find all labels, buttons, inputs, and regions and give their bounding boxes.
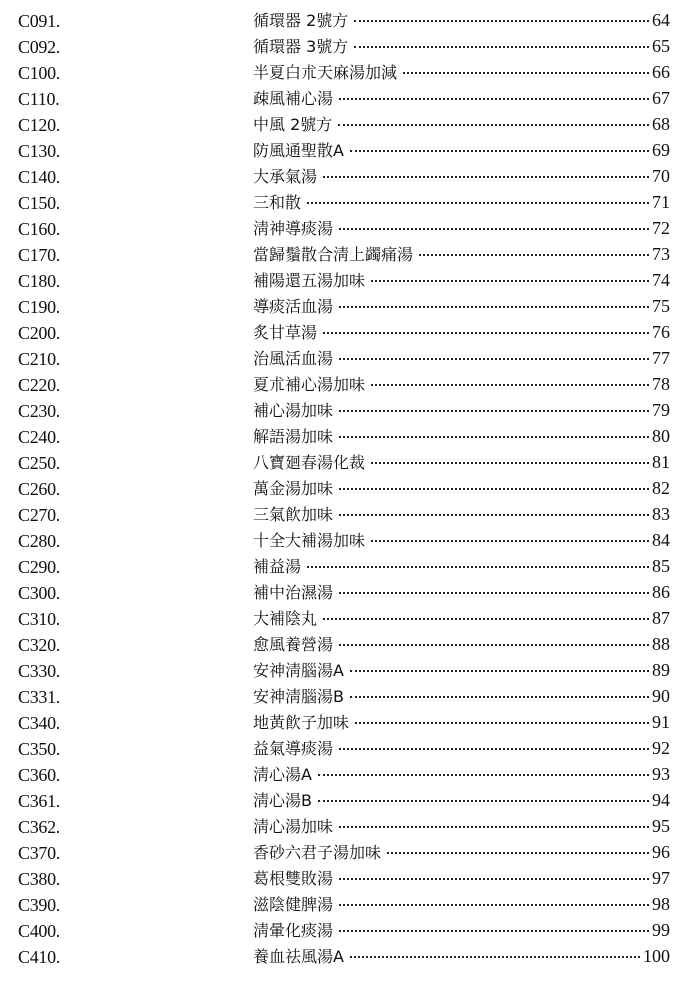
prescription-title: 導痰活血湯 xyxy=(253,297,334,316)
toc-entry xyxy=(253,789,670,812)
prescription-title: 循環器 2號方 xyxy=(253,11,349,30)
page-number: 91 xyxy=(652,712,670,732)
page-number: 88 xyxy=(652,634,670,654)
prescription-code: C140. xyxy=(18,167,61,187)
prescription-code: C110. xyxy=(18,89,60,109)
dot-leader xyxy=(354,20,649,22)
prescription-code: C180. xyxy=(18,271,61,291)
prescription-title: 半夏白朮天麻湯加減 xyxy=(253,63,398,82)
prescription-title: 淸心湯A xyxy=(253,765,312,784)
prescription-title: 解語湯加味 xyxy=(253,427,334,446)
prescription-code: C331. xyxy=(18,687,61,707)
prescription-title: 安神淸腦湯B xyxy=(253,687,344,706)
dot-leader xyxy=(339,592,649,594)
prescription-code: C361. xyxy=(18,791,61,811)
page-number: 80 xyxy=(652,426,670,446)
toc-entry xyxy=(253,165,670,188)
toc-entry xyxy=(253,919,670,942)
dot-leader xyxy=(318,774,649,776)
toc-entry xyxy=(253,139,670,162)
toc-row xyxy=(0,216,700,242)
dot-leader xyxy=(339,306,649,308)
toc-row xyxy=(0,268,700,294)
prescription-title: 大承氣湯 xyxy=(253,167,318,186)
dot-leader xyxy=(318,800,649,802)
toc-row xyxy=(0,892,700,918)
page-number: 95 xyxy=(652,816,670,836)
prescription-title: 大補陰丸 xyxy=(253,609,318,628)
prescription-code: C390. xyxy=(18,895,61,915)
page-number: 98 xyxy=(652,894,670,914)
page-number: 100 xyxy=(643,946,670,966)
page-number: 73 xyxy=(652,244,670,264)
toc-row xyxy=(0,632,700,658)
page-number: 69 xyxy=(652,140,670,160)
toc-entry xyxy=(253,61,670,84)
prescription-code: C150. xyxy=(18,193,61,213)
toc-entry xyxy=(253,763,670,786)
toc-entry xyxy=(253,191,670,214)
toc-entry xyxy=(253,633,670,656)
toc-entry xyxy=(253,9,670,32)
prescription-code: C230. xyxy=(18,401,61,421)
prescription-title: 淸暈化痰湯 xyxy=(253,921,334,940)
toc-row xyxy=(0,762,700,788)
toc-row xyxy=(0,398,700,424)
page-number: 65 xyxy=(652,36,670,56)
page-number: 99 xyxy=(652,920,670,940)
prescription-title: 補中治濕湯 xyxy=(253,583,334,602)
prescription-code: C160. xyxy=(18,219,61,239)
toc-entry xyxy=(253,711,670,734)
page-number: 97 xyxy=(652,868,670,888)
dot-leader xyxy=(307,202,649,204)
toc-row xyxy=(0,866,700,892)
prescription-code: C190. xyxy=(18,297,61,317)
dot-leader xyxy=(339,644,649,646)
toc-row xyxy=(0,190,700,216)
dot-leader xyxy=(339,748,649,750)
toc-row xyxy=(0,8,700,34)
prescription-title: 補益湯 xyxy=(253,557,302,576)
page-number: 66 xyxy=(652,62,670,82)
dot-leader xyxy=(419,254,649,256)
toc-row xyxy=(0,944,700,970)
prescription-title: 十全大補湯加味 xyxy=(253,531,366,550)
page-number: 76 xyxy=(652,322,670,342)
prescription-title: 淸神導痰湯 xyxy=(253,219,334,238)
prescription-code: C170. xyxy=(18,245,61,265)
prescription-title: 三氣飮加味 xyxy=(253,505,334,524)
toc-row xyxy=(0,840,700,866)
page-number: 84 xyxy=(652,530,670,550)
prescription-title: 疎風補心湯 xyxy=(253,89,334,108)
toc-row xyxy=(0,320,700,346)
dot-leader xyxy=(339,826,649,828)
toc-entry xyxy=(253,373,670,396)
page-number: 64 xyxy=(652,10,670,30)
dot-leader xyxy=(323,176,649,178)
toc-entry xyxy=(253,555,670,578)
prescription-code: C310. xyxy=(18,609,61,629)
page-number: 86 xyxy=(652,582,670,602)
toc-entry xyxy=(253,217,670,240)
toc-entry xyxy=(253,867,670,890)
dot-leader xyxy=(403,72,649,74)
toc-row xyxy=(0,528,700,554)
toc-row xyxy=(0,502,700,528)
toc-row xyxy=(0,60,700,86)
dot-leader xyxy=(339,904,649,906)
dot-leader xyxy=(350,150,649,152)
page-number: 71 xyxy=(652,192,670,212)
page-number: 67 xyxy=(652,88,670,108)
toc-entry xyxy=(253,737,670,760)
prescription-title: 炙甘草湯 xyxy=(253,323,318,342)
prescription-code: C091. xyxy=(18,11,61,31)
toc-row xyxy=(0,606,700,632)
toc-row xyxy=(0,294,700,320)
prescription-code: C300. xyxy=(18,583,61,603)
prescription-title: 淸心湯加味 xyxy=(253,817,334,836)
page-number: 92 xyxy=(652,738,670,758)
prescription-title: 淸心湯B xyxy=(253,791,312,810)
prescription-code: C100. xyxy=(18,63,61,83)
prescription-title: 滋陰健脾湯 xyxy=(253,895,334,914)
page-number: 94 xyxy=(652,790,670,810)
prescription-code: C260. xyxy=(18,479,61,499)
toc-entry xyxy=(253,815,670,838)
toc-row xyxy=(0,476,700,502)
dot-leader xyxy=(339,930,649,932)
toc-entry xyxy=(253,451,670,474)
toc-entry xyxy=(253,945,670,968)
prescription-title: 益氣導痰湯 xyxy=(253,739,334,758)
prescription-code: C210. xyxy=(18,349,61,369)
toc-row xyxy=(0,918,700,944)
toc-entry xyxy=(253,685,670,708)
prescription-title: 中風 2號方 xyxy=(253,115,333,134)
prescription-title: 循環器 3號方 xyxy=(253,37,349,56)
page-number: 87 xyxy=(652,608,670,628)
toc-row xyxy=(0,34,700,60)
toc-entry xyxy=(253,321,670,344)
page-number: 74 xyxy=(652,270,670,290)
toc-entry xyxy=(253,581,670,604)
prescription-title: 安神淸腦湯A xyxy=(253,661,344,680)
toc-entry xyxy=(253,347,670,370)
prescription-code: C410. xyxy=(18,947,61,967)
prescription-title: 當歸鬚散合淸上蠲痛湯 xyxy=(253,245,414,264)
toc-entry xyxy=(253,607,670,630)
dot-leader xyxy=(355,722,649,724)
prescription-title: 養血祛風湯A xyxy=(253,947,344,966)
toc-row xyxy=(0,372,700,398)
prescription-title: 香砂六君子湯加味 xyxy=(253,843,382,862)
prescription-code: C250. xyxy=(18,453,61,473)
toc-entry xyxy=(253,243,670,266)
prescription-title: 萬金湯加味 xyxy=(253,479,334,498)
prescription-code: C240. xyxy=(18,427,61,447)
toc-entry xyxy=(253,87,670,110)
toc-row xyxy=(0,164,700,190)
dot-leader xyxy=(350,696,649,698)
toc-row xyxy=(0,86,700,112)
page-number: 83 xyxy=(652,504,670,524)
page-number: 70 xyxy=(652,166,670,186)
toc-row xyxy=(0,242,700,268)
dot-leader xyxy=(371,384,649,386)
dot-leader xyxy=(339,878,649,880)
toc-row xyxy=(0,138,700,164)
dot-leader xyxy=(339,358,649,360)
toc-row xyxy=(0,814,700,840)
page-number: 85 xyxy=(652,556,670,576)
toc-entry xyxy=(253,399,670,422)
dot-leader xyxy=(323,618,649,620)
prescription-code: C220. xyxy=(18,375,61,395)
prescription-code: C092. xyxy=(18,37,61,57)
page-number: 77 xyxy=(652,348,670,368)
dot-leader xyxy=(339,436,649,438)
prescription-title: 葛根雙敗湯 xyxy=(253,869,334,888)
toc-entry xyxy=(253,425,670,448)
dot-leader xyxy=(350,670,649,672)
toc-row xyxy=(0,580,700,606)
dot-leader xyxy=(339,228,649,230)
prescription-code: C130. xyxy=(18,141,61,161)
dot-leader xyxy=(339,410,649,412)
toc-row xyxy=(0,346,700,372)
dot-leader xyxy=(371,280,649,282)
dot-leader xyxy=(307,566,649,568)
prescription-code: C200. xyxy=(18,323,61,343)
page-number: 79 xyxy=(652,400,670,420)
prescription-code: C380. xyxy=(18,869,61,889)
toc-row xyxy=(0,684,700,710)
dot-leader xyxy=(339,98,649,100)
dot-leader xyxy=(350,956,640,958)
dot-leader xyxy=(338,124,649,126)
prescription-code: C270. xyxy=(18,505,61,525)
prescription-code: C290. xyxy=(18,557,61,577)
prescription-code: C360. xyxy=(18,765,61,785)
prescription-code: C280. xyxy=(18,531,61,551)
toc-entry xyxy=(253,269,670,292)
toc-entry xyxy=(253,35,670,58)
prescription-title: 治風活血湯 xyxy=(253,349,334,368)
prescription-code: C350. xyxy=(18,739,61,759)
prescription-code: C400. xyxy=(18,921,61,941)
prescription-code: C120. xyxy=(18,115,61,135)
prescription-title: 八寶廻春湯化裁 xyxy=(253,453,366,472)
dot-leader xyxy=(339,488,649,490)
prescription-code: C340. xyxy=(18,713,61,733)
toc-entry xyxy=(253,841,670,864)
toc-entry xyxy=(253,295,670,318)
prescription-title: 補陽還五湯加味 xyxy=(253,271,366,290)
page-number: 93 xyxy=(652,764,670,784)
page-number: 75 xyxy=(652,296,670,316)
page-number: 72 xyxy=(652,218,670,238)
page-number: 96 xyxy=(652,842,670,862)
prescription-title: 防風通聖散A xyxy=(253,141,344,160)
prescription-code: C330. xyxy=(18,661,61,681)
prescription-code: C370. xyxy=(18,843,61,863)
toc-row xyxy=(0,554,700,580)
toc-row xyxy=(0,450,700,476)
dot-leader xyxy=(339,514,649,516)
prescription-title: 夏朮補心湯加味 xyxy=(253,375,366,394)
dot-leader xyxy=(371,462,649,464)
prescription-title: 補心湯加味 xyxy=(253,401,334,420)
prescription-title: 地黃飮子加味 xyxy=(253,713,350,732)
prescription-title: 三和散 xyxy=(253,193,302,212)
toc-row xyxy=(0,658,700,684)
page-number: 89 xyxy=(652,660,670,680)
page-number: 78 xyxy=(652,374,670,394)
toc-row xyxy=(0,736,700,762)
page-number: 90 xyxy=(652,686,670,706)
toc-row xyxy=(0,788,700,814)
toc-row xyxy=(0,424,700,450)
toc-entry xyxy=(253,529,670,552)
toc-entry xyxy=(253,477,670,500)
dot-leader xyxy=(371,540,649,542)
page-number: 68 xyxy=(652,114,670,134)
prescription-title: 愈風養營湯 xyxy=(253,635,334,654)
toc-entry xyxy=(253,113,670,136)
dot-leader xyxy=(387,852,649,854)
toc-entry xyxy=(253,659,670,682)
toc-row xyxy=(0,710,700,736)
prescription-code: C362. xyxy=(18,817,61,837)
toc-row xyxy=(0,112,700,138)
dot-leader xyxy=(323,332,649,334)
page-number: 82 xyxy=(652,478,670,498)
page-number: 81 xyxy=(652,452,670,472)
toc-entry xyxy=(253,503,670,526)
prescription-code: C320. xyxy=(18,635,61,655)
dot-leader xyxy=(354,46,649,48)
toc-entry xyxy=(253,893,670,916)
